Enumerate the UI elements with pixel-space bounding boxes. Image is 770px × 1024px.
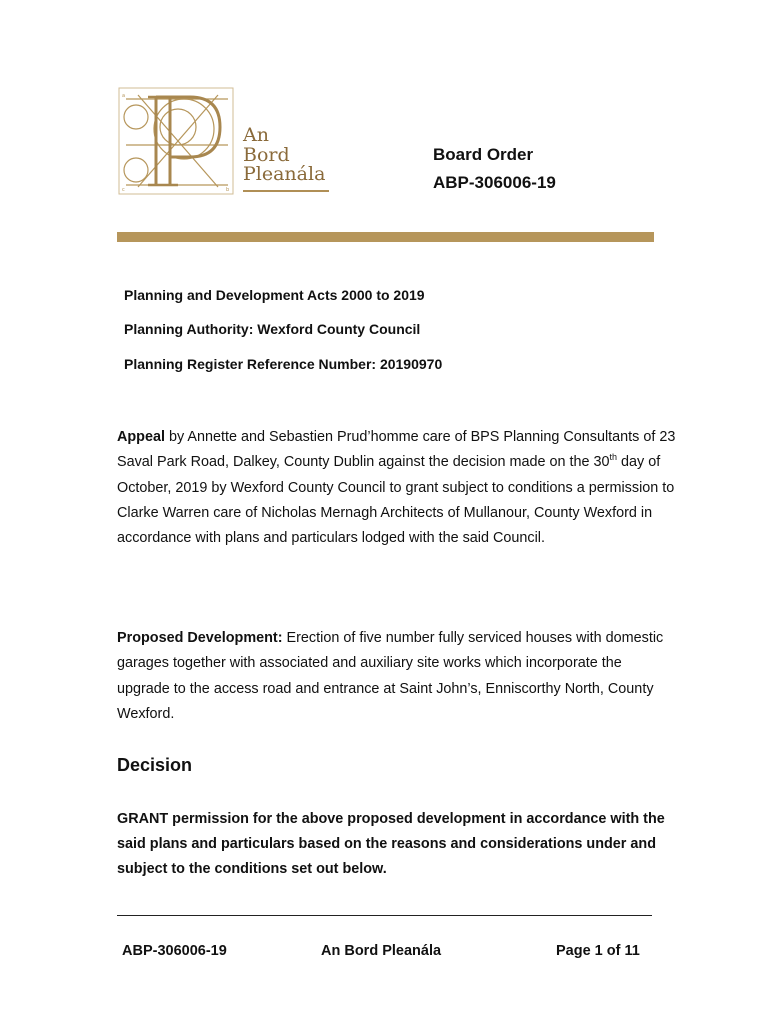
acts-line: Planning and Development Acts 2000 to 2019: [124, 287, 425, 303]
header-divider-bar: [117, 232, 654, 242]
logo-underline: [243, 190, 329, 192]
board-order-title: Board Order: [433, 145, 534, 164]
appeal-text-b: day of October, 2019 by Wexford County Council to grant subject to conditions a permission to Clarke Warren care of Nicholas Mernagh Architects of Mullanour, County Wexford in accordance with plans and particulars lodged with the said Council.: [117, 454, 675, 547]
svg-text:c: c: [122, 187, 125, 193]
register-reference-line: Planning Register Reference Number: 20190970: [124, 356, 443, 372]
footer-reference: ABP-306006-19: [122, 943, 227, 959]
appeal-label: Appeal: [117, 429, 165, 445]
footer-divider: [117, 915, 652, 916]
appeal-paragraph: [117, 425, 677, 551]
logo-line-bord: Bord: [243, 143, 290, 166]
proposed-development-paragraph: [117, 626, 677, 727]
appeal-ordinal-suffix: th: [609, 452, 618, 463]
footer-organisation: An Bord Pleanála: [321, 943, 442, 959]
svg-text:a: a: [122, 93, 126, 99]
logo-wordmark: [243, 126, 325, 185]
appeal-text-a: by Annette and Sebastien Prud’homme care of BPS Planning Consultants of 23 Saval Park Road, Dalkey, County Dublin against the decision made on the 30: [117, 429, 676, 471]
planning-authority-line: Planning Authority: Wexford County Council: [124, 321, 421, 337]
proposed-development-label: Proposed Development:: [117, 630, 283, 646]
logo-line-pleanala: Pleanála: [243, 163, 326, 185]
footer-page-number: Page 1 of 11: [556, 943, 640, 959]
proposed-development-text: Erection of five number fully serviced houses with domestic garages together with associated and auxiliary site works which incorporate the upgrade to the access road and entrance at Saint John’s, Enniscorthy North, County Wexford.: [117, 630, 664, 722]
decision-heading: Decision: [117, 755, 193, 775]
svg-text:b: b: [226, 187, 230, 193]
board-order-reference: ABP-306006-19: [433, 173, 556, 192]
logo-line-an: An: [243, 124, 269, 146]
decision-text: GRANT permission for the above proposed development in accordance with the said plans and particulars based on the reasons and considerations under and subject to the conditions set out below.: [117, 811, 665, 877]
